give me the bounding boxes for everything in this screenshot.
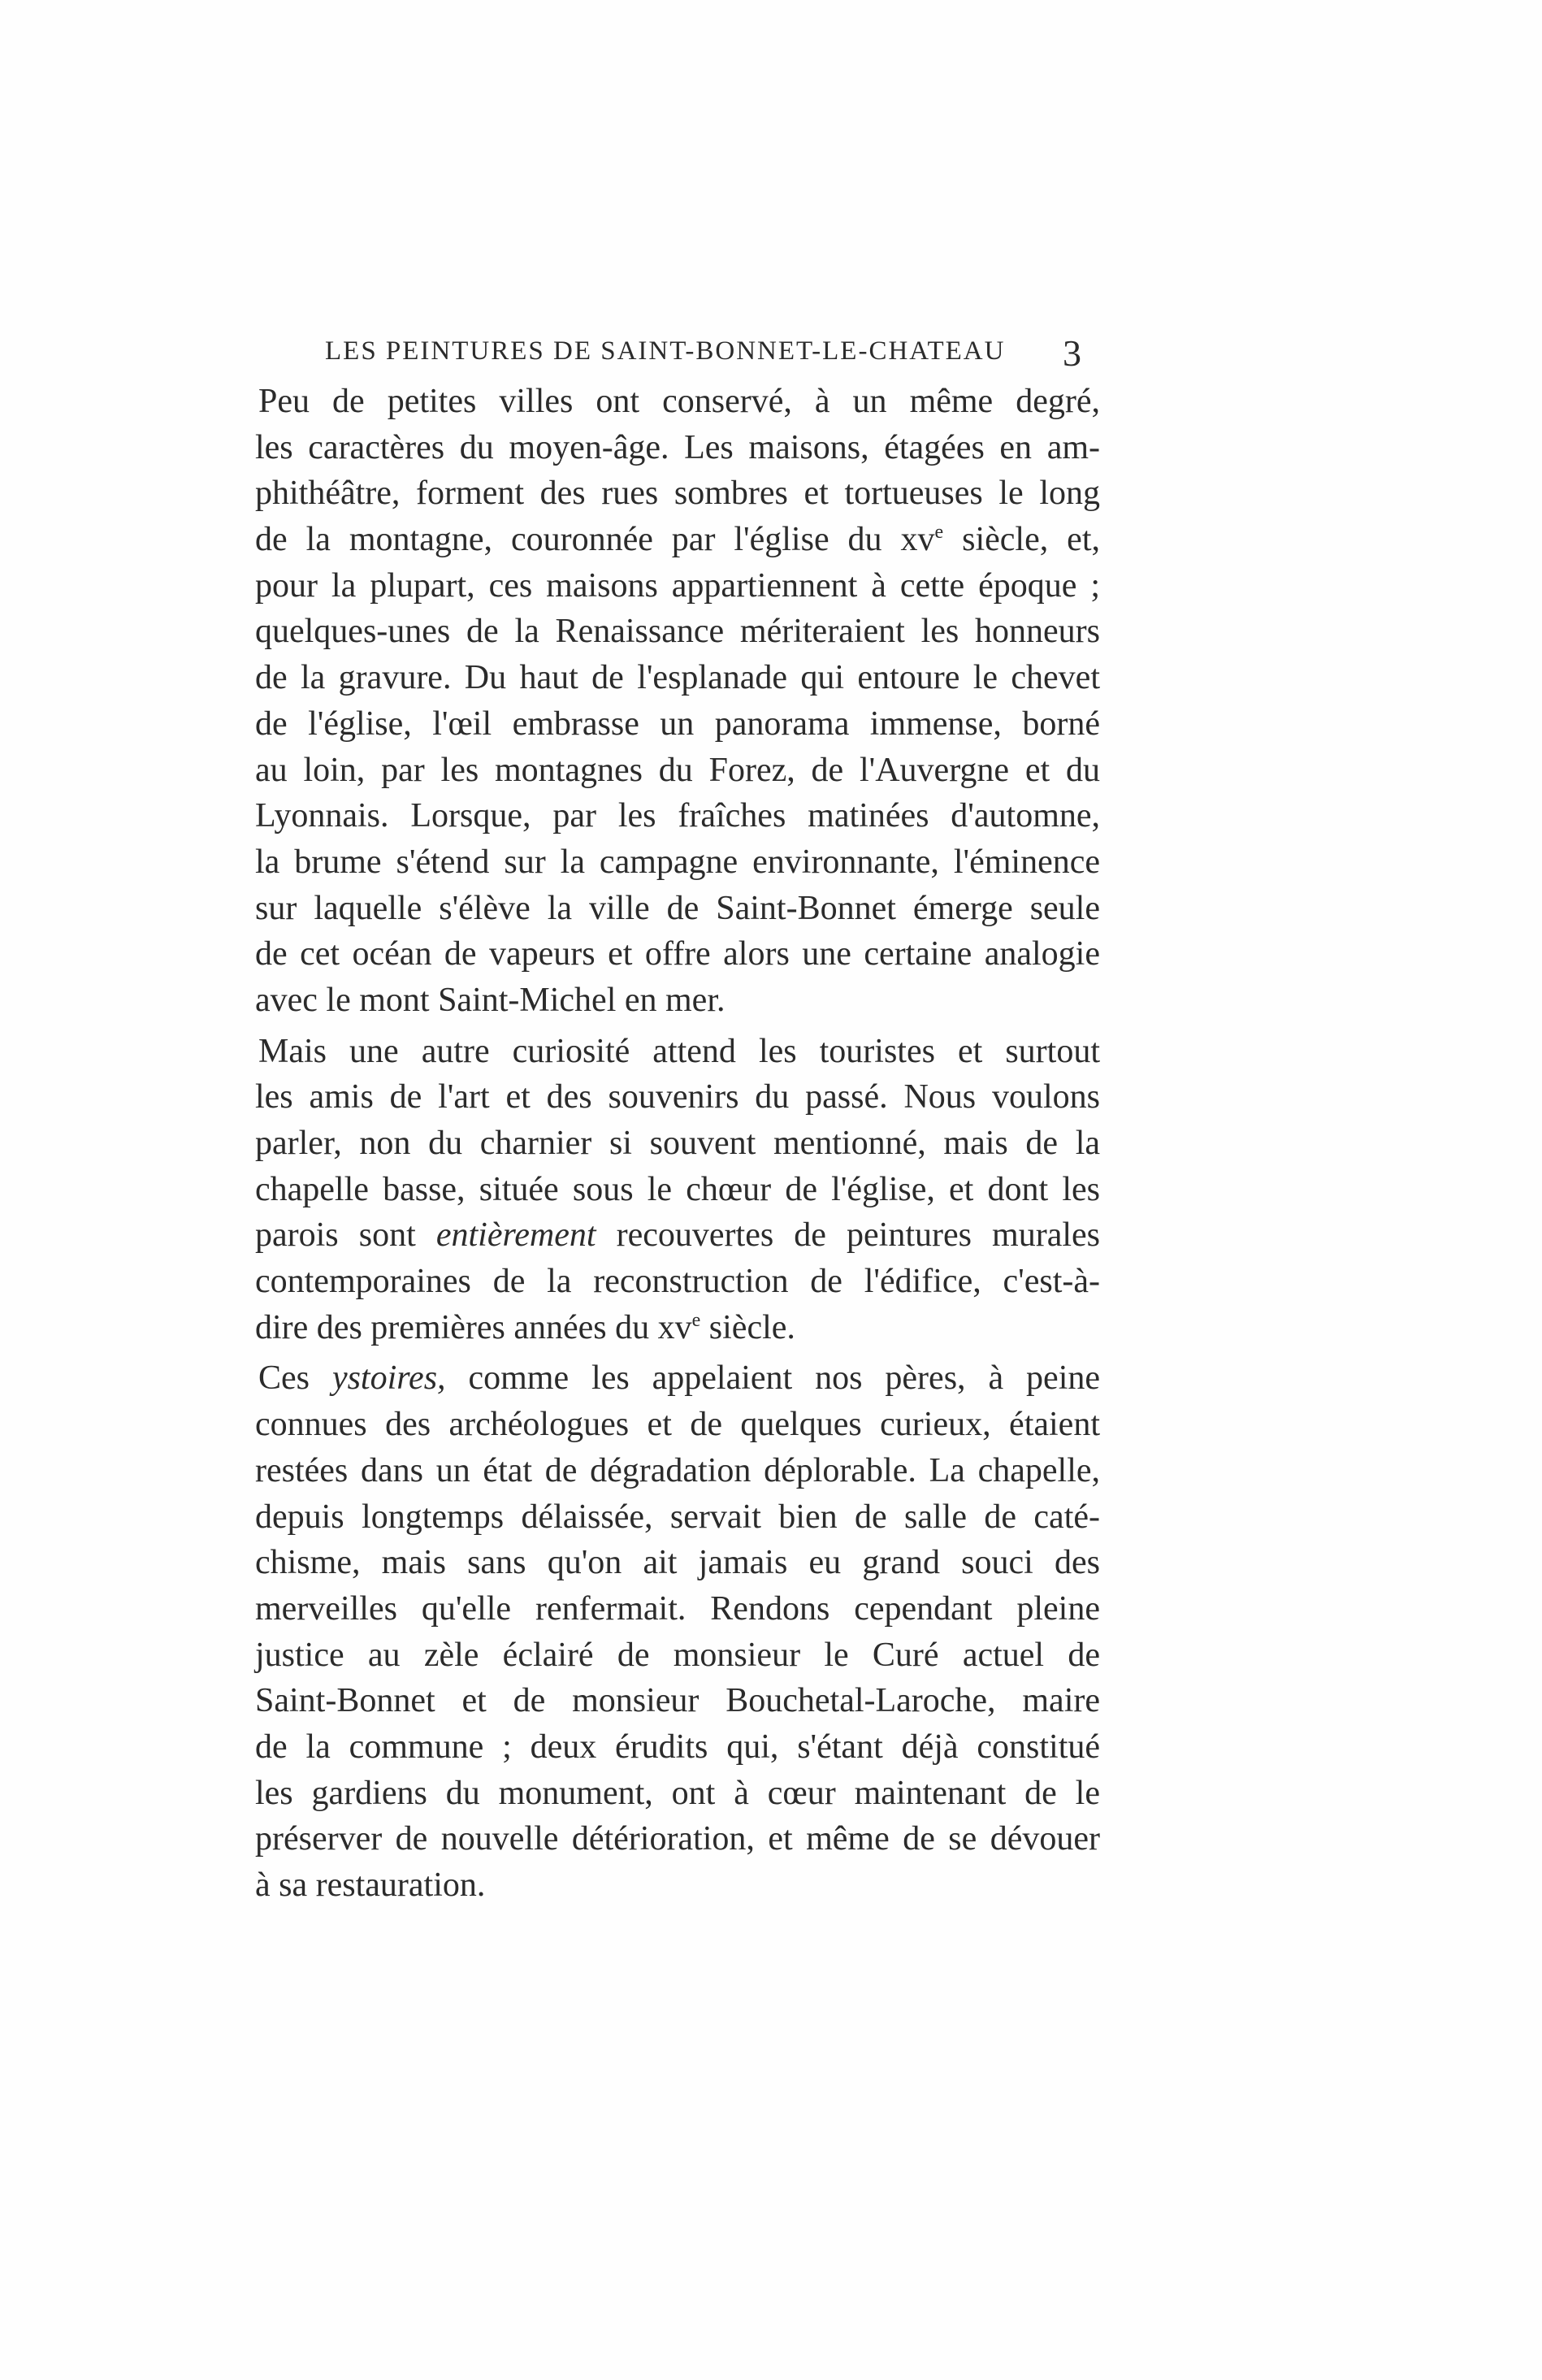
text-line: chapelle basse, située sous le chœur de l'église, et dont les: [255, 1170, 1100, 1208]
text-line: [255, 517, 1100, 563]
text-line: contemporaines de la reconstruction de l'édifice, c'est-à-: [255, 1263, 1100, 1301]
text-line: de l'église, l'œil embrasse un panorama immense, borné: [255, 704, 1100, 743]
text-line: la brume s'étend sur la campagne environnante, l'éminence: [255, 843, 1100, 881]
text-line: Saint-Bonnet et de monsieur Bouchetal-Laroche, maire: [255, 1682, 1100, 1720]
line-segment: Ces: [258, 1359, 310, 1398]
text-line: parler, non du charnier si souvent mentionné, mais de la: [255, 1125, 1100, 1162]
paragraph-2: [255, 1029, 1100, 1351]
line-segment: siècle.: [700, 1308, 795, 1346]
text-line: Peu de petites villes ont conservé, à un même degré,: [258, 383, 1100, 420]
text-line: quelques-unes de la Renaissance mériteraient les honneurs: [255, 613, 1100, 651]
running-title: LES PEINTURES DE SAINT-BONNET-LE-CHATEAU: [325, 336, 1006, 366]
line-segment: siècle, et,: [943, 521, 1100, 559]
text-line: connues des archéologues et de quelques curieux, étaient: [255, 1406, 1100, 1444]
text-line: justice au zèle éclairé de monsieur le Curé actuel de: [255, 1636, 1100, 1674]
line-segment: comme les appelaient nos pères, à peine: [445, 1359, 1100, 1398]
page-header: [325, 332, 1105, 380]
text-line: Mais une autre curiosité attend les touristes et surtout: [258, 1032, 1100, 1070]
text-line: avec le mont Saint-Michel en mer.: [255, 981, 726, 1019]
italic-word: ystoires,: [331, 1359, 446, 1398]
line-segment: recouvertes de peintures murales: [596, 1216, 1100, 1255]
text-line: les caractères du moyen-âge. Les maisons, étagées en am-: [255, 428, 1100, 466]
paragraph-1: [255, 379, 1100, 1024]
superscript: e: [691, 1309, 701, 1331]
text-line: merveilles qu'elle renfermait. Rendons cependant pleine: [255, 1589, 1100, 1628]
paragraph-3: [255, 1355, 1100, 1908]
text-line: à sa restauration.: [255, 1866, 486, 1904]
text-line: de la commune ; deux érudits qui, s'étant déjà constitué: [255, 1728, 1100, 1766]
text-line: les gardiens du monument, ont à cœur maintenant de le: [255, 1774, 1100, 1812]
line-segment: parois sont: [255, 1216, 416, 1255]
text-line: [255, 1212, 1100, 1259]
page-number: 3: [1063, 332, 1081, 374]
text-line: phithéâtre, forment des rues sombres et tortueuses le long: [255, 475, 1100, 513]
text-line: au loin, par les montagnes du Forez, de l'Auvergne et du: [255, 751, 1100, 789]
superscript: e: [934, 522, 944, 544]
text-line: les amis de l'art et des souvenirs du passé. Nous voulons: [255, 1078, 1100, 1116]
text-line: de la gravure. Du haut de l'esplanade qui entoure le chevet: [255, 659, 1100, 697]
text-line: préserver de nouvelle détérioration, et même de se dévouer: [255, 1820, 1100, 1858]
line-segment: de la montagne, couronnée par l'église du xv: [255, 521, 935, 559]
text-line: Lyonnais. Lorsque, par les fraîches matinées d'automne,: [255, 797, 1100, 835]
text-line: [255, 1305, 1100, 1351]
text-line: restées dans un état de dégradation déplorable. La chapelle,: [255, 1451, 1100, 1489]
text-line: sur laquelle s'élève la ville de Saint-Bonnet émerge seule: [255, 889, 1100, 927]
line-segment: dire des premières années du xv: [255, 1308, 692, 1346]
text-line: [255, 1355, 1100, 1402]
text-line: depuis longtemps délaissée, servait bien de salle de caté-: [255, 1498, 1100, 1536]
text-line: pour la plupart, ces maisons appartiennent à cette époque ;: [255, 566, 1100, 605]
italic-word: entièrement: [435, 1216, 596, 1255]
text-line: de cet océan de vapeurs et offre alors une certaine analogie: [255, 935, 1100, 973]
text-line: chisme, mais sans qu'on ait jamais eu grand souci des: [255, 1544, 1100, 1582]
body-text: [255, 379, 1100, 1909]
